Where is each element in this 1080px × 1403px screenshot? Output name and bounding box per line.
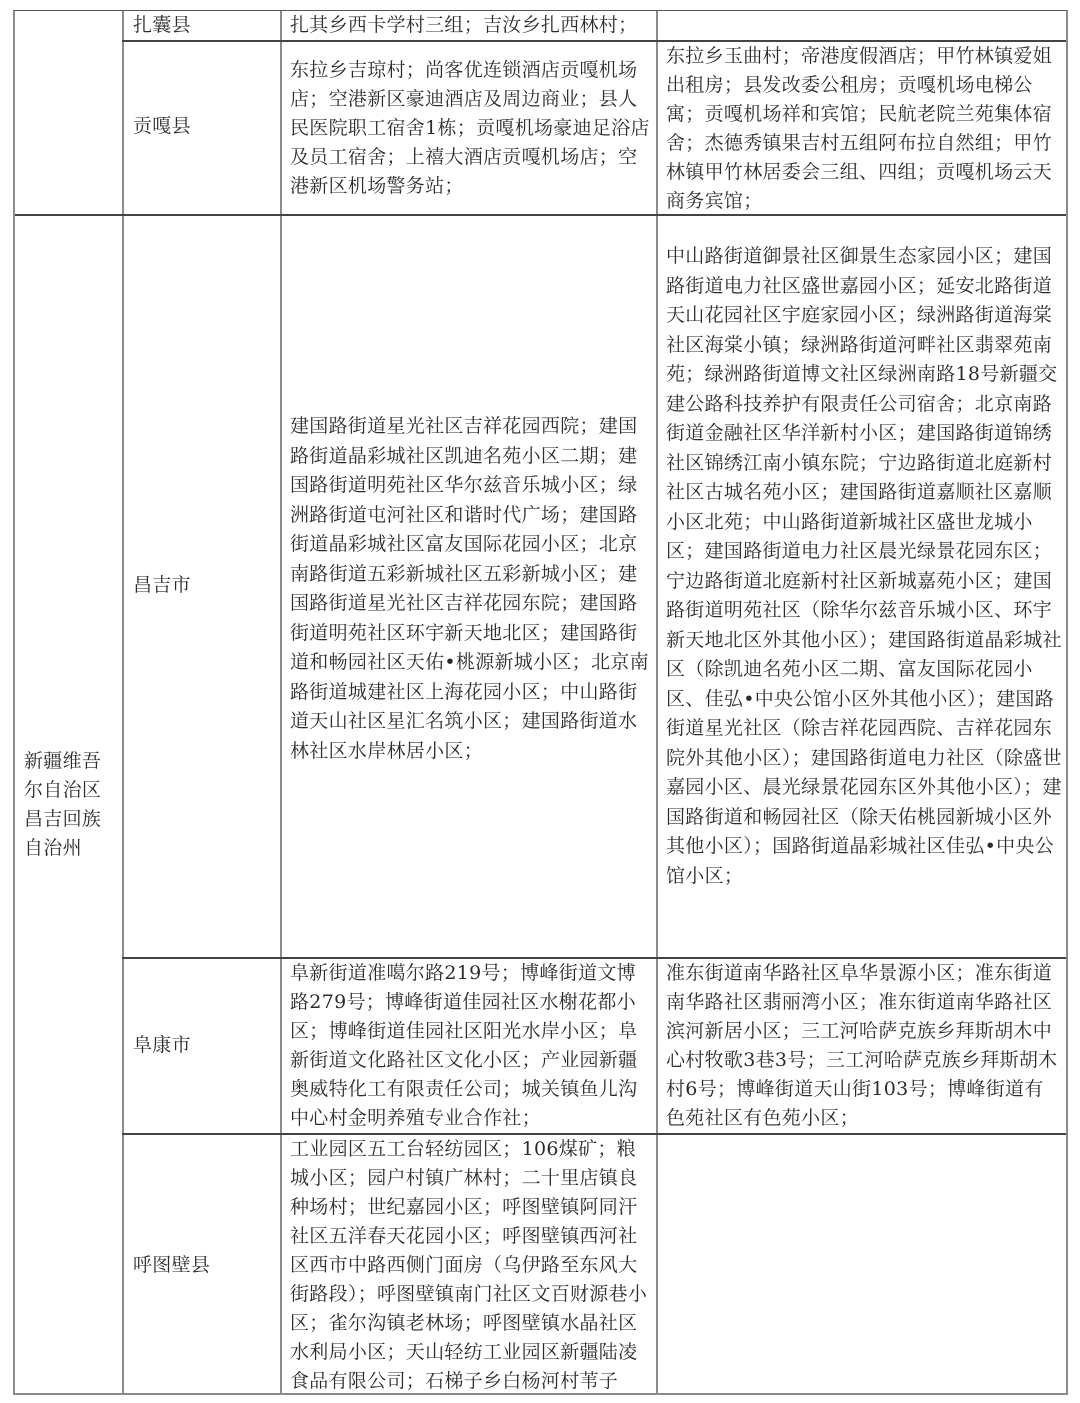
mid-risk-cell (282, 42, 656, 214)
risk-area-table (13, 10, 1068, 1395)
region-line: 尔自治区 (24, 779, 102, 801)
low-risk-cell (658, 42, 1068, 214)
low-risk-cell (658, 11, 1068, 40)
region-line: 自治州 (24, 837, 82, 859)
region-line: 昌吉回族 (24, 808, 102, 830)
county-name: 昌吉市 (133, 574, 191, 596)
county-name: 呼图壁县 (133, 1254, 211, 1276)
low-risk-cell (658, 1135, 1068, 1394)
mid-risk-cell (282, 216, 656, 957)
low-risk-text: 东拉乡玉曲村；帝港度假酒店；甲竹林镇爱姐出租房；县发改委公租房；贡嘎机场电梯公寓；贡嘎机场祥和宾馆；民航老院兰苑集体宿舍；杰德秀镇果吉村五组阿布拉自然组；甲竹林镇甲竹林居委会三组、四组；贡嘎机场云天商务宾馆； (666, 45, 1053, 212)
table-row (124, 42, 280, 214)
low-risk-cell (658, 216, 1068, 957)
mid-risk-text: 阜新街道准噶尔路219号；博峰街道文博路279号；博峰街道佳园社区水榭花都小区；博峰街道佳园社区阳光水岸小区；阜新街道文化路社区文化小区；产业园新疆奥威特化工有限责任公司；城关镇鱼儿沟中心村金明养殖专业合作社； (290, 962, 638, 1129)
county-name: 扎囊县 (133, 14, 191, 36)
region-name (24, 747, 101, 863)
mid-risk-cell (282, 11, 656, 40)
county-name: 阜康市 (133, 1034, 191, 1056)
mid-risk-text: 工业园区五工台轻纺园区；106煤矿；粮城小区；园户村镇广林村；二十里店镇良种场村；世纪嘉园小区；呼图壁镇阿同汗社区五洋春天花园小区；呼图壁镇西河社区西市中路西侧门面房（乌伊路至东风大街路段）；呼图壁镇南门社区文百财源巷小区；雀尔沟镇老林场；呼图壁镇水晶社区水利局小区；天山轻纺工业园区新疆陆凌食品有限公司；石梯子乡白杨河村苇子 (290, 1138, 648, 1392)
mid-risk-text: 扎其乡西卡学村三组；吉汝乡扎西林村； (290, 14, 638, 36)
low-risk-cell (658, 959, 1068, 1133)
mid-risk-text: 建国路街道星光社区吉祥花园西院；建国路街道晶彩城社区凯迪名苑小区二期；建国路街道明苑社区华尔兹音乐城小区；绿洲路街道屯河社区和谐时代广场；建国路街道晶彩城社区富友国际花园小区；北京南路街道五彩新城社区五彩新城小区；建国路街道星光社区吉祥花园东院；建国路街道明苑社区环宇新天地北区；建国路街道和畅园社区天佑•桃源新城小区；北京南路街道城建社区上海花园小区；中山路街道天山社区星汇名筑小区；建国路街道水林社区水岸林居小区； (290, 415, 649, 762)
region-line: 新疆维吾 (24, 750, 102, 772)
mid-risk-text: 东拉乡吉琼村；尚客优连锁酒店贡嘎机场店；空港新区豪迪酒店及周边商业；县人民医院职工宿舍1栋；贡嘎机场豪迪足浴店及员工宿舍；上禧大酒店贡嘎机场店；空港新区机场警务站； (290, 59, 650, 197)
table-row (124, 959, 280, 1133)
mid-risk-cell (282, 959, 656, 1133)
table-row (124, 216, 280, 957)
low-risk-text: 中山路街道御景社区御景生态家园小区；建国路街道电力社区盛世嘉园小区；延安北路街道天山花园社区宇庭家园小区；绿洲路街道海棠社区海棠小镇；绿洲路街道河畔社区翡翠苑南苑；绿洲路街道博文社区绿洲南路18号新疆交建公路科技养护有限责任公司宿舍；北京南路街道金融社区华洋新村小区；建国路街道锦绣社区锦绣江南小镇东院；宁边路街道北庭新村社区古城名苑小区；建国路街道嘉顺社区嘉顺小区北苑；中山路街道新城社区盛世龙城小区；建国路街道电力社区晨光绿景花园东区；宁边路街道北庭新村社区新城嘉苑小区；建国路街道明苑社区（除华尔兹音乐城小区、环宇新天地北区外其他小区）；建国路街道晶彩城社区（除凯迪名苑小区二期、富友国际花园小区、佳弘•中央公馆小区外其他小区）；建国路街道星光社区（除吉祥花园西院、吉祥花园东院外其他小区）；建国路街道电力社区（除盛世嘉园小区、晨光绿景花园东区外其他小区）；建国路街道和畅园社区（除天佑桃园新城小区外其他小区）；国路街道晶彩城社区佳弘•中央公馆小区； (666, 245, 1062, 887)
county-name: 贡嘎县 (133, 115, 191, 137)
mid-risk-cell (282, 1135, 656, 1394)
low-risk-text: 准东街道南华路社区阜华景源小区；准东街道南华路社区翡丽湾小区；准东街道南华路社区滨河新居小区；三工河哈萨克族乡拜斯胡木中心村牧歌3巷3号；三工河哈萨克族乡拜斯胡木村6号；博峰街道天山街103号；博峰街道有色苑社区有色苑小区； (666, 962, 1058, 1129)
region-cell (15, 216, 122, 1394)
table-row (124, 1135, 280, 1394)
table-row (124, 11, 280, 40)
